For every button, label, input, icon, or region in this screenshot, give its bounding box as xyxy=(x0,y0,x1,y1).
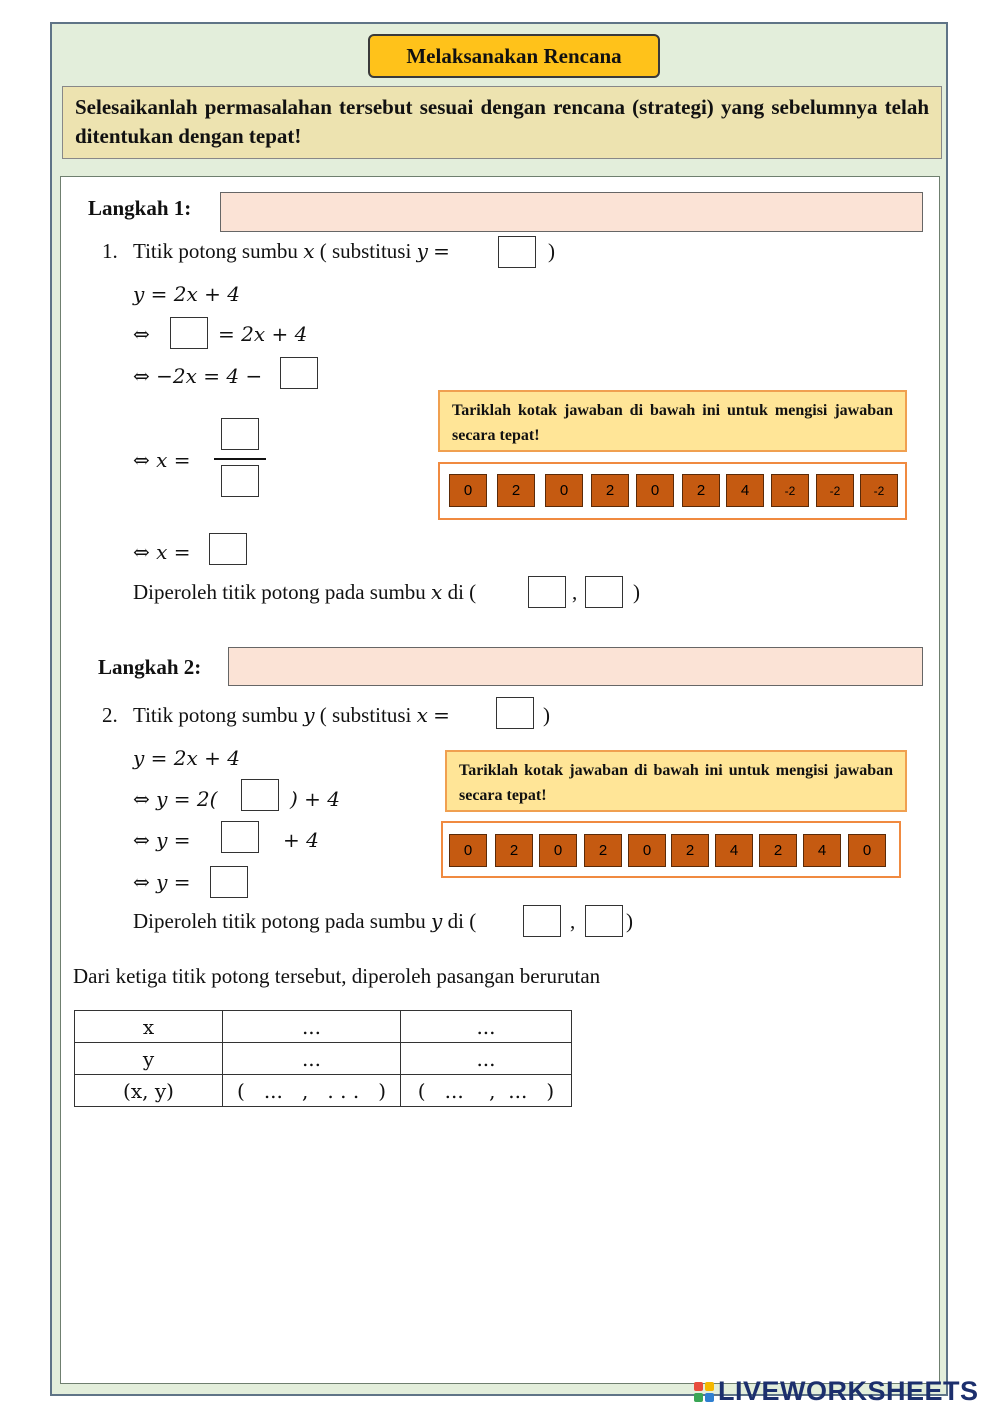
step2-iff-3: ⇔ xyxy=(133,828,150,852)
step2-line1-text: y = 2x + 4 xyxy=(133,746,240,770)
step1-heading-var: x xyxy=(303,239,315,263)
step2-result-var: y xyxy=(431,909,443,933)
step2-point-y-dropbox[interactable] xyxy=(585,905,623,937)
step1-answer-tile[interactable]: 0 xyxy=(636,474,674,507)
step2-number: 2. xyxy=(102,703,118,727)
step2-line3-post xyxy=(283,828,319,852)
step1-line5 xyxy=(133,540,191,564)
step1-numerator-dropbox[interactable] xyxy=(221,418,259,450)
step1-subst-dropbox[interactable] xyxy=(498,236,536,268)
step2-heading-var: y xyxy=(303,703,315,727)
step1-x-result-dropbox[interactable] xyxy=(209,533,247,565)
step2-line2 xyxy=(133,787,217,811)
step2-iff-4: ⇔ xyxy=(133,870,150,894)
step2-answer-tile[interactable]: 0 xyxy=(628,834,666,867)
step1-answer-tile[interactable]: 2 xyxy=(682,474,720,507)
step1-line3-text: −2x = 4 − xyxy=(156,364,263,388)
step2-result-di: di ( xyxy=(447,909,477,933)
step1-result xyxy=(133,580,476,605)
table-cell: x xyxy=(75,1011,223,1043)
step1-label: Langkah 1: xyxy=(88,196,192,220)
step1-iff-5: ⇔ xyxy=(133,540,150,564)
step2-answer-tile[interactable]: 2 xyxy=(584,834,622,867)
step2-subst-text: ( substitusi xyxy=(319,703,412,727)
step1-subst-close: ) xyxy=(548,239,555,263)
step1-subst-var: y xyxy=(416,239,428,263)
instruction-text: Selesaikanlah permasalahan tersebut sesuai dengan rencana (strategi) yang sebelumnya telah ditentukan dengan tepat! xyxy=(75,95,929,148)
step2-line2-pre: y = 2( xyxy=(156,787,218,811)
step2-y-result-dropbox[interactable] xyxy=(210,866,248,898)
step1-result-di: di ( xyxy=(447,580,477,604)
logo-square xyxy=(705,1382,714,1391)
step2-subst-dropbox[interactable] xyxy=(496,697,534,729)
step1-iff-3: ⇔ xyxy=(133,364,150,388)
step1-hint-text: Tariklah kotak jawaban di bawah ini untuk mengisi jawaban secara tepat! xyxy=(452,402,893,444)
step1-result-var: x xyxy=(431,580,443,604)
step1-line2-rhs xyxy=(218,322,307,346)
table-cell[interactable]: ... xyxy=(401,1043,572,1075)
step2-subst-close: ) xyxy=(543,703,550,727)
step1-number: 1. xyxy=(102,239,118,263)
step1-iff-2: ⇔ xyxy=(133,322,150,346)
logo-square xyxy=(694,1393,703,1402)
step1-subst-text: ( substitusi xyxy=(319,239,412,263)
step2-line2-post xyxy=(290,787,340,811)
step2-hint-text: Tariklah kotak jawaban di bawah ini untuk mengisi jawaban secara tepat! xyxy=(459,762,893,804)
step2-label: Langkah 2: xyxy=(98,655,202,679)
step1-answer-tile[interactable]: 2 xyxy=(497,474,535,507)
step2-heading xyxy=(133,703,450,728)
step1-answer-field[interactable] xyxy=(220,192,923,232)
step1-result-close: ) xyxy=(633,580,640,604)
section-title-text: Melaksanakan Rencana xyxy=(406,43,622,68)
step1-line2-dropbox[interactable] xyxy=(170,317,208,349)
step2-line3 xyxy=(133,828,191,852)
step2-comma: , xyxy=(570,909,576,933)
step1-line1-text: y = 2x + 4 xyxy=(133,282,240,306)
logo-icon xyxy=(694,1382,714,1402)
step2-heading-text: Titik potong sumbu xyxy=(133,703,298,727)
step2-answer-tile[interactable]: 0 xyxy=(539,834,577,867)
step1-comma: , xyxy=(572,580,578,604)
step2-line3-dropbox[interactable] xyxy=(221,821,259,853)
step1-line4 xyxy=(133,448,191,472)
table-cell[interactable]: ( ... , . . . ) xyxy=(223,1075,401,1107)
step2-line1 xyxy=(133,746,240,770)
step2-hint-box xyxy=(445,750,907,812)
step1-heading xyxy=(133,239,450,264)
logo-square xyxy=(694,1382,703,1391)
step2-answer-tile[interactable]: 2 xyxy=(671,834,709,867)
step2-result-close: ) xyxy=(626,909,633,933)
step1-denominator-dropbox[interactable] xyxy=(221,465,259,497)
step1-hint-box xyxy=(438,390,907,452)
step1-line2-rhs-text: = 2x + 4 xyxy=(218,322,308,346)
step1-answer-tile[interactable]: -2 xyxy=(771,474,809,507)
step2-answer-tile[interactable]: 0 xyxy=(848,834,886,867)
step1-answer-tile[interactable]: -2 xyxy=(816,474,854,507)
step2-answer-tile[interactable]: 2 xyxy=(759,834,797,867)
step1-answer-tile[interactable]: 0 xyxy=(449,474,487,507)
step2-subst-eq: = xyxy=(433,703,450,727)
summary-text: Dari ketiga titik potong tersebut, diperoleh pasangan berurutan xyxy=(73,964,601,988)
step1-answer-tile[interactable]: 2 xyxy=(591,474,629,507)
table-row xyxy=(75,1043,572,1075)
table-cell[interactable]: ... xyxy=(401,1011,572,1043)
table-cell: (x, y) xyxy=(75,1075,223,1107)
step1-result-text: Diperoleh titik potong pada sumbu xyxy=(133,580,426,604)
step1-subst-eq: = xyxy=(433,239,450,263)
step1-heading-text: Titik potong sumbu xyxy=(133,239,298,263)
step1-iff-4: ⇔ xyxy=(133,448,150,472)
step2-iff-2: ⇔ xyxy=(133,787,150,811)
step2-line3-pre: y = xyxy=(156,828,191,852)
instruction-box xyxy=(62,86,942,159)
section-title xyxy=(368,34,660,78)
step2-point-x-dropbox[interactable] xyxy=(523,905,561,937)
step2-result-text: Diperoleh titik potong pada sumbu xyxy=(133,909,426,933)
step2-answer-tile[interactable]: 2 xyxy=(495,834,533,867)
step2-line2-dropbox[interactable] xyxy=(241,779,279,811)
step2-line4-text: y = xyxy=(156,870,191,894)
pairs-table xyxy=(74,1010,572,1107)
step1-answer-tile[interactable]: -2 xyxy=(860,474,898,507)
table-row xyxy=(75,1011,572,1043)
step2-answer-tile[interactable]: 4 xyxy=(715,834,753,867)
step2-result xyxy=(133,909,476,934)
step1-line3 xyxy=(133,364,262,388)
step1-answer-tile[interactable]: 0 xyxy=(545,474,583,507)
step1-line1 xyxy=(133,282,240,306)
step2-subst-var: x xyxy=(416,703,428,727)
step1-line4-text: x = xyxy=(156,448,191,472)
step2-answer-tile[interactable]: 4 xyxy=(803,834,841,867)
table-cell[interactable]: ( ... , ... ) xyxy=(401,1075,572,1107)
step1-answer-tile[interactable]: 4 xyxy=(726,474,764,507)
fraction-bar xyxy=(214,458,266,460)
step1-line5-text: x = xyxy=(156,540,191,564)
logo-text: LIVEWORKSHEETS xyxy=(718,1376,979,1406)
table-cell[interactable]: ... xyxy=(223,1043,401,1075)
step2-line2-post-text: ) + 4 xyxy=(290,787,340,811)
step1-point-x-dropbox[interactable] xyxy=(528,576,566,608)
step2-answer-field[interactable] xyxy=(228,647,923,686)
logo-square xyxy=(705,1393,714,1402)
table-cell[interactable]: ... xyxy=(223,1011,401,1043)
table-row xyxy=(75,1075,572,1107)
step2-answer-tile[interactable]: 0 xyxy=(449,834,487,867)
table-cell: y xyxy=(75,1043,223,1075)
liveworksheets-logo xyxy=(694,1376,979,1407)
step1-point-y-dropbox[interactable] xyxy=(585,576,623,608)
step1-line3-dropbox[interactable] xyxy=(280,357,318,389)
step2-line3-post-text: + 4 xyxy=(283,828,319,852)
step2-line4 xyxy=(133,870,191,894)
